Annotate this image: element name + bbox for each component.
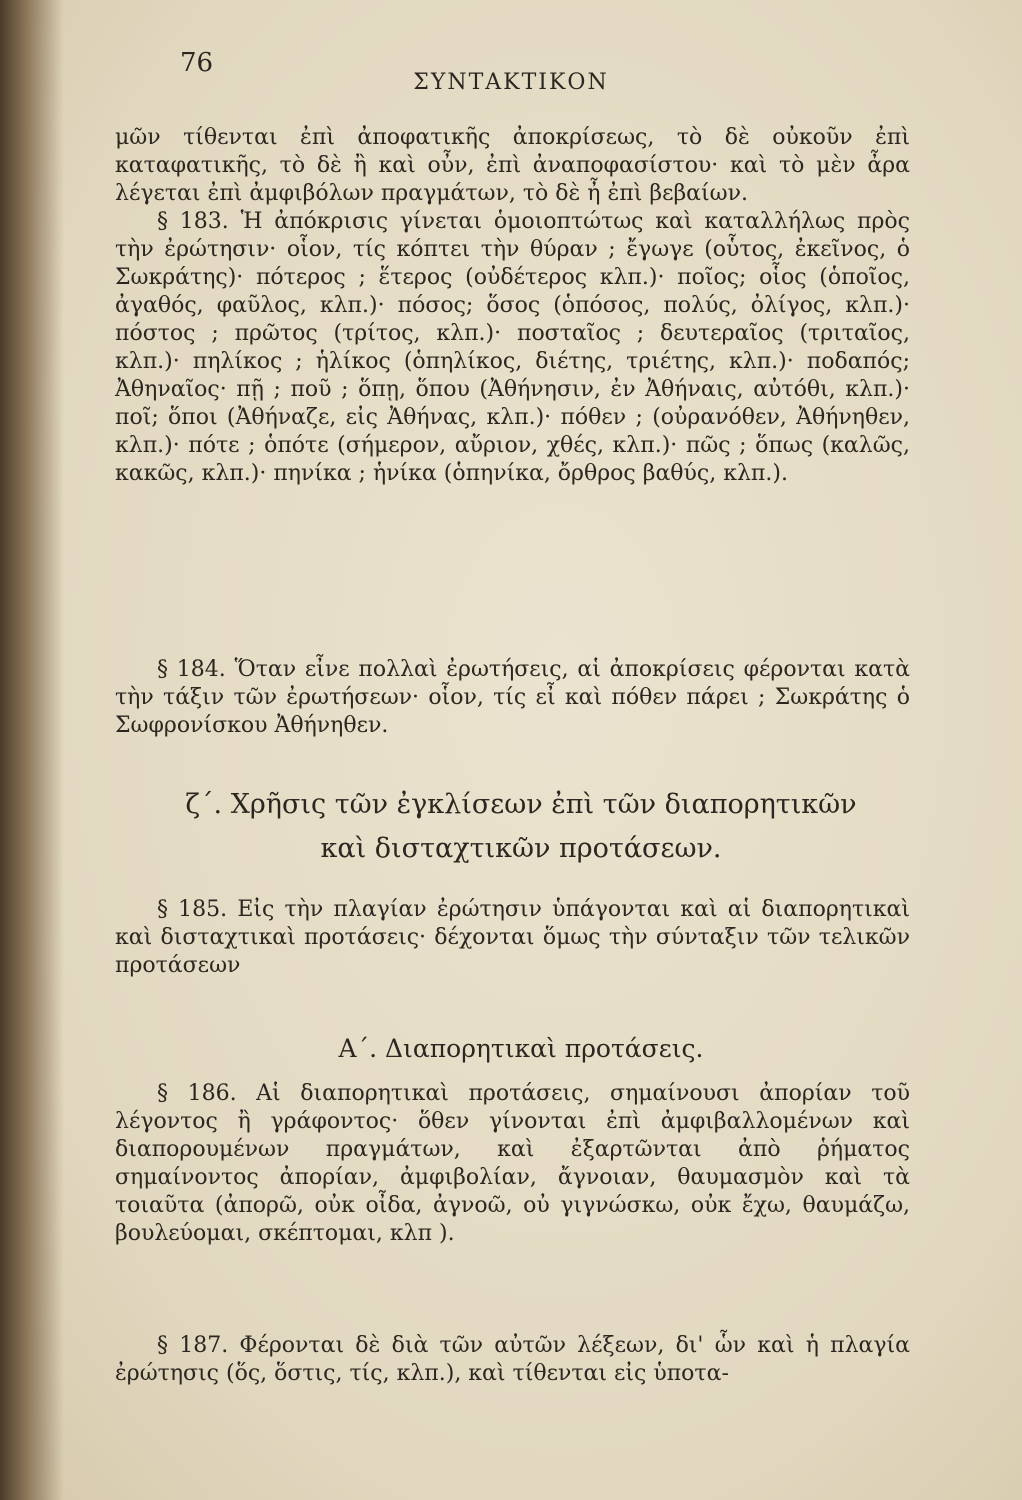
section-heading-line1: ζ΄. Χρῆσις τῶν ἐγκλίσεων ἐπὶ τῶν διαπορητικῶν [185, 789, 857, 820]
subheading-diaporetikai: Α΄. Διαπορητικαὶ προτάσεις. [338, 1034, 704, 1063]
paragraph-183: § 183. Ἡ ἀπόκρισις γίνεται ὁμοιοπτώτως καὶ καταλλήλως πρὸς τὴν ἐρώτησιν· οἷον, τίς κόπτει τὴν θύραν ; ἔγωγε (οὗτος, ἐκεῖνος, ὁ Σωκράτης)· πότερος ; ἕτερος (οὐδέτερος κλπ.)· ποῖος; οἷος (ὁποῖος, ἀγαθός, φαῦλος, κλπ.)· πόσος; ὅσος (ὁπόσος, πολύς, ὀλίγος, κλπ.)· πόστος ; πρῶτος (τρίτος, κλπ.)· ποσταῖος ; δευτεραῖος (τριταῖος, κλπ.)· πηλίκος ; ἡλίκος (ὁπηλίκος, διέτης, τριέτης, κλπ.)· ποδαπός; Ἀθηναῖος· πῇ ; ποῦ ; ὅπῃ, ὅπου (Ἀθήνησιν, ἐν Ἀθήναις, αὐτόθι, κλπ.)· ποῖ; ὅποι (Ἀθήναζε, εἰς Ἀθήνας, κλπ.)· πόθεν ; (οὐρανόθεν, Ἀθήνηθεν, κλπ.)· πότε ; ὁπότε (σήμερον, αὔριον, χθές, κλπ.)· πῶς ; ὅπως (καλῶς, κακῶς, κλπ.)· πηνίκα ; ἡνίκα (ὁπηνίκα, ὄρθρος βαθύς, κλπ.). [115, 209, 910, 486]
running-title: ΣΥΝΤΑΚΤΙΚΟΝ [413, 70, 609, 95]
page-binding-shadow [0, 0, 64, 1500]
paragraph-186: § 186. Αἱ διαπορητικαὶ προτάσεις, σημαίνουσι ἀπορίαν τοῦ λέγοντος ἢ γράφοντος· ὅθεν γίνονται ἐπὶ ἀμφιβαλλομένων καὶ διαπορουμένων πραγμάτων, καὶ ἐξαρτῶνται ἀπὸ ῥήματος σημαίνοντος ἀπορίαν, ἀμφιβολίαν, ἄγνοιαν, θαυμασμὸν καὶ τὰ τοιαῦτα (ἀπορῶ, οὐκ οἶδα, ἀγνοῶ, οὐ γιγνώσκω, οὐκ ἔχω, θαυμάζω, βουλεύομαι, σκέπτομαι, κλπ ). [115, 1081, 910, 1246]
section-heading-line2: καὶ δισταχτικῶν προτάσεων. [320, 833, 722, 864]
paragraph-185: § 185. Εἰς τὴν πλαγίαν ἐρώτησιν ὑπάγονται καὶ αἱ διαπορητικαὶ καὶ δισταχτικαὶ προτάσεις· δέχονται ὅμως τὴν σύνταξιν τῶν τελικῶν προτάσεων [115, 897, 910, 978]
paragraph-184: § 184. Ὅταν εἶνε πολλαὶ ἐρωτήσεις, αἱ ἀποκρίσεις φέρονται κατὰ τὴν τάξιν τῶν ἐρωτήσεων· οἷον, τίς εἶ καὶ πόθεν πάρει ; Σωκράτης ὁ Σωφρονίσκου Ἀθήνηθεν. [115, 657, 910, 738]
paragraph-intro: μῶν τίθενται ἐπὶ ἀποφατικῆς ἀποκρίσεως, τὸ δὲ οὐκοῦν ἐπὶ καταφατικῆς, τὸ δὲ ἢ καὶ οὖν, ἐπὶ ἀναποφασίστου· καὶ τὸ μὲν ἆρα λέγεται ἐπὶ ἀμφιβόλων πραγμάτων, τὸ δὲ ἦ ἐπὶ βεβαίων. [115, 125, 910, 206]
paragraph-187: § 187. Φέρονται δὲ διὰ τῶν αὐτῶν λέξεων, δι' ὧν καὶ ἡ πλαγία ἐρώτησις (ὅς, ὅστις, τίς, κλπ.), καὶ τίθενται εἰς ὑποτα- [115, 1333, 910, 1386]
page-number: 76 [180, 48, 214, 78]
